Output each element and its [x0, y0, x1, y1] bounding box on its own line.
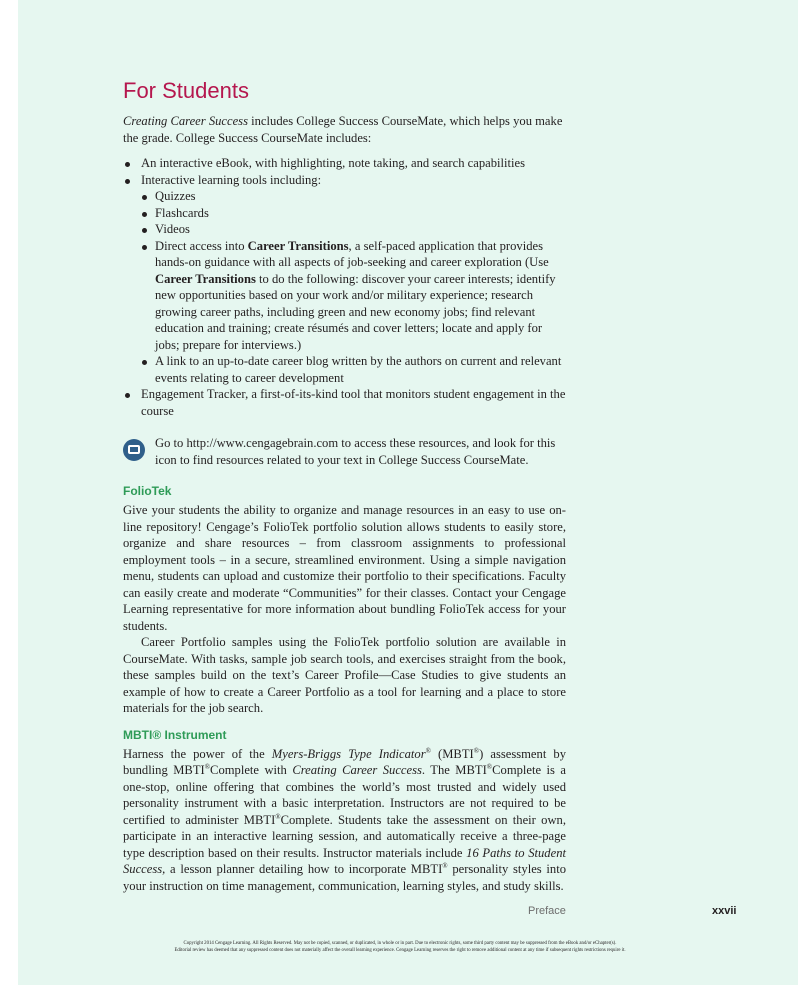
coursemate-icon — [123, 439, 145, 461]
list-item: Flashcards — [141, 205, 566, 222]
page — [18, 0, 798, 985]
page-number: xxvii — [712, 905, 737, 917]
mbti-paragraph: Harness the power of the Myers-Briggs Type Indicator® (MBTI®) assessment by bundling MBTI®Complete with Creating Career Success. The MBTI®Complete is a one-stop, online offering that combines the world’s most trusted and widely used personality instrument with a basic interpretation. Instructors are not required to be certified to administer MBTI®Complete. Students take the assessment on their own, participate in an interactive learning session, and automatically receive a three-page type description based on their results. Instructor materials include 16 Paths to Student Success, a lesson planner detailing how to incorporate MBTI® personality styles into your instruction on time management, communication, learning styles, and study skills. — [123, 746, 566, 893]
intro-paragraph: Creating Career Success includes College Success CourseMate, which helps you make the grade. College Success CourseMate includes: — [123, 114, 563, 145]
coursemate-list — [123, 155, 566, 419]
page-content — [123, 78, 566, 905]
foliotek-heading: FolioTek — [123, 484, 172, 498]
foliotek-section — [123, 484, 566, 717]
sub-list — [141, 188, 566, 386]
resource-text: Go to http://www.cengagebrain.com to access these resources, and look for this icon to find resources related to your text in College Success CourseMate. — [155, 436, 556, 467]
list-item: Direct access into Career Transitions, a self-paced application that provides hands-on guidance with all aspects of job-seeking and career exploration (Use Career Transitions to do the following: discover your career interests; identify new opportunities based on your work and/or military experience; research growing career paths, including green and new economy jobs; find relevant education and training; create résumés and cover letters; locate and apply for jobs; prepare for interviews.) — [141, 238, 566, 354]
list-item: Videos — [141, 221, 566, 238]
list-item: Engagement Tracker, a first-of-its-kind tool that monitors student engagement in the course — [123, 386, 566, 419]
list-item: Interactive learning tools including: Quizzes Flashcards Videos Direct access into Career Transitions, a self-paced application that provides hands-on guidance with all aspects of job-seeking and career exploration (Use Career Transitions to do the following: discover your career interests; identify new opportunities based on your work and/or military experience; research growing career paths, including green and new economy jobs; find relevant education and training; create résumés and cover letters; locate and apply for jobs; prepare for interviews.) A link to an up-to-date career blog written by the authors on current and relevant events relating to career development — [123, 172, 566, 387]
mbti-heading: MBTI® Instrument — [123, 727, 227, 742]
resource-note — [123, 435, 566, 468]
mbti-section — [123, 728, 566, 895]
list-item: A link to an up-to-date career blog written by the authors on current and relevant events relating to career development — [141, 353, 566, 386]
book-title: Creating Career Success — [123, 114, 248, 128]
list-item: An interactive eBook, with highlighting, note taking, and search capabilities — [123, 155, 566, 172]
foliotek-paragraph-1: Give your students the ability to organize and manage resources in an easy to use on-line repository! Cengage’s FolioTek portfolio solution allows students to easily store, organize and share resources – from classroom assignments to professional employment tools – in a secure, streamlined environment. Using a simple navigation menu, students can upload and customize their portfolio to their specifications. Faculty can easily create and moderate “Communities” for their classes. Contact your Cengage Learning representative for more information about bundling FolioTek access for your students. — [123, 503, 566, 633]
foliotek-paragraph-2: Career Portfolio samples using the FolioTek portfolio solution are available in CourseMate. With tasks, sample job search tools, and exercises straight from the book, these samples build on the text’s Career Profile—Case Studies to give students an example of how to create a Career Portfolio as a tool for learning and a place to store materials for the job search. — [123, 635, 566, 715]
list-item: Quizzes — [141, 188, 566, 205]
running-footer: Preface — [528, 905, 566, 917]
section-heading: For Students — [123, 78, 249, 103]
copyright-notice: Copyright 2014 Cengage Learning. All Rights Reserved. May not be copied, scanned, or duplicated, in whole or in part. Due to electronic rights, some third party content may be suppressed from the eBook and/or eChapter(s). Editorial review has deemed that any suppressed content does not materially affect the overall learning experience. Cengage Learning reserves the right to remove additional content at any time if subsequent rights restrictions require it. — [174, 941, 626, 953]
